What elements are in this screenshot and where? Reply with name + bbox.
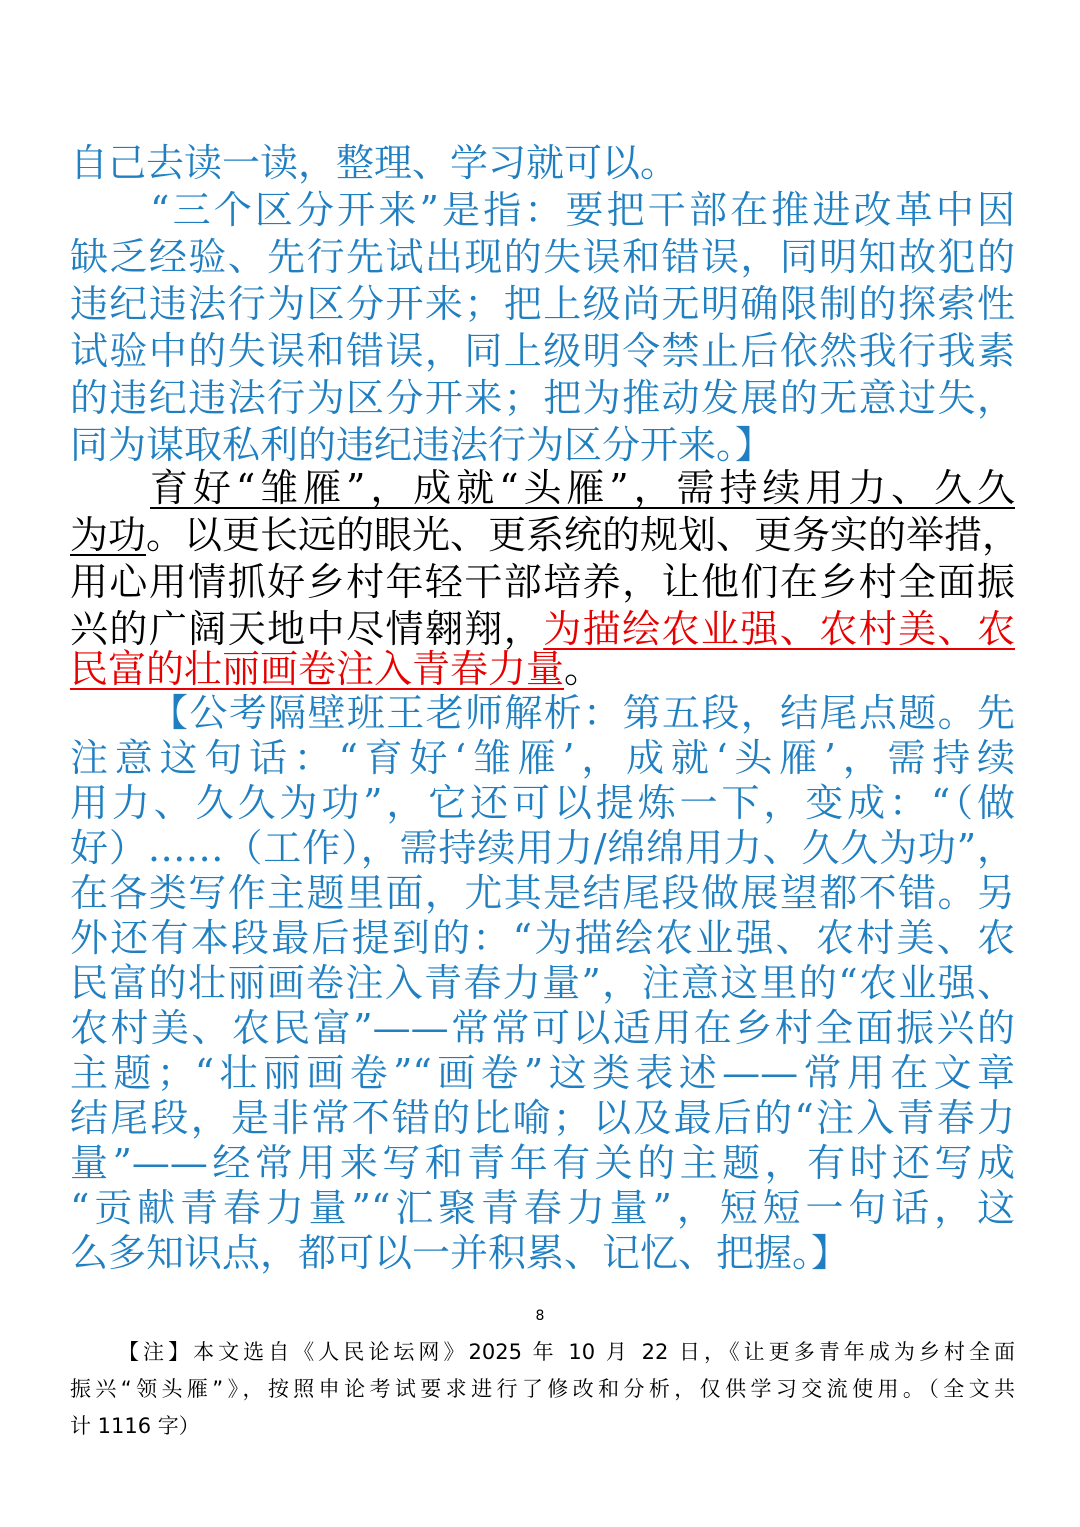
analysis-line-12: “贡献青春力量”“汇聚青春力量”，短短一句话，这 <box>70 1186 1015 1230</box>
body-line-7: 同为谋取私利的违纪违法行为区分开来。】 <box>70 423 774 467</box>
analysis-line-3: 用力、久久为功”，它还可以提炼一下，变成：“（做 <box>70 781 1015 825</box>
analysis-line-6: 外还有本段最后提到的：“为描绘农业强、农村美、农 <box>70 916 1015 960</box>
para2-line-2-text: 。以更长远的眼光、更系统的规划、更务实的举措， <box>146 513 1021 557</box>
body-line-2: “三个区分开来”是指：要把干部在推进改革中因 <box>150 188 1015 232</box>
para2-line-3: 用心用情抓好乡村年轻干部培养，让他们在乡村全面振 <box>70 560 1015 604</box>
note-line-1: 【注】本文选自《人民论坛网》2025 年 10 月 22 日，《让更多青年成为乡村全面 <box>118 1340 1015 1364</box>
analysis-line-10: 结尾段，是非常不错的比喻；以及最后的“注入青春力 <box>70 1096 1015 1140</box>
analysis-line-13: 么多知识点，都可以一并积累、记忆、把握。】 <box>70 1231 850 1275</box>
analysis-line-2: 注意这句话：“育好‘雏雁’，成就‘头雁’，需持续 <box>70 736 1015 780</box>
analysis-line-4: 好）……（工作），需持续用力/绵绵用力、久久为功”， <box>70 826 1015 870</box>
analysis-line-1: 【公考隔壁班王老师解析：第五段，结尾点题。先 <box>150 691 1015 735</box>
analysis-line-7: 民富的壮丽画卷注入青春力量”，注意这里的“农业强、 <box>70 961 1015 1005</box>
analysis-line-9: 主题；“壮丽画卷”“画卷”这类表述——常用在文章 <box>70 1051 1015 1095</box>
note-line-3: 计 1116 字） <box>70 1414 200 1438</box>
analysis-line-8: 农村美、农民富”——常常可以适用在乡村全面振兴的 <box>70 1006 1015 1050</box>
para2-line-5 <box>70 646 1015 692</box>
note-line-2: 振兴“领头雁”》，按照申论考试要求进行了修改和分析，仅供学习交流使用。（全文共 <box>70 1377 1015 1401</box>
red-highlight-start: 为描绘农业强、农村美、农 <box>543 607 1015 651</box>
para2-line-5-end: 。 <box>564 647 603 691</box>
body-line-1: 自己去读一读，整理、学习就可以。 <box>70 141 679 185</box>
body-line-3: 缺乏经验、先行先试出现的失误和错误，同明知故犯的 <box>70 235 1015 279</box>
body-line-5: 试验中的失误和错误，同上级明令禁止后依然我行我素 <box>70 329 1015 373</box>
page-number: 8 <box>535 1308 545 1324</box>
para2-line-4-text: 兴的广阔天地中尽情翱翔， <box>70 607 544 651</box>
para2-line-2 <box>70 512 1021 558</box>
body-line-6: 的违纪违法行为区分开来；把为推动发展的无意过失， <box>70 376 1015 420</box>
underlined-key-sentence: 育好“雏雁”，成就“头雁”，需持续用力、久久 <box>150 466 1015 510</box>
red-highlight-end: 民富的壮丽画卷注入青春力量 <box>70 647 565 691</box>
analysis-line-11: 量”——经常用来写和青年有关的主题，有时还写成 <box>70 1141 1015 1185</box>
underlined-key-sentence-end: 为功 <box>70 513 147 557</box>
para2-line-1 <box>150 465 1015 511</box>
body-line-4: 违纪违法行为区分开来；把上级尚无明确限制的探索性 <box>70 282 1015 326</box>
analysis-line-5: 在各类写作主题里面，尤其是结尾段做展望都不错。另 <box>70 871 1015 915</box>
